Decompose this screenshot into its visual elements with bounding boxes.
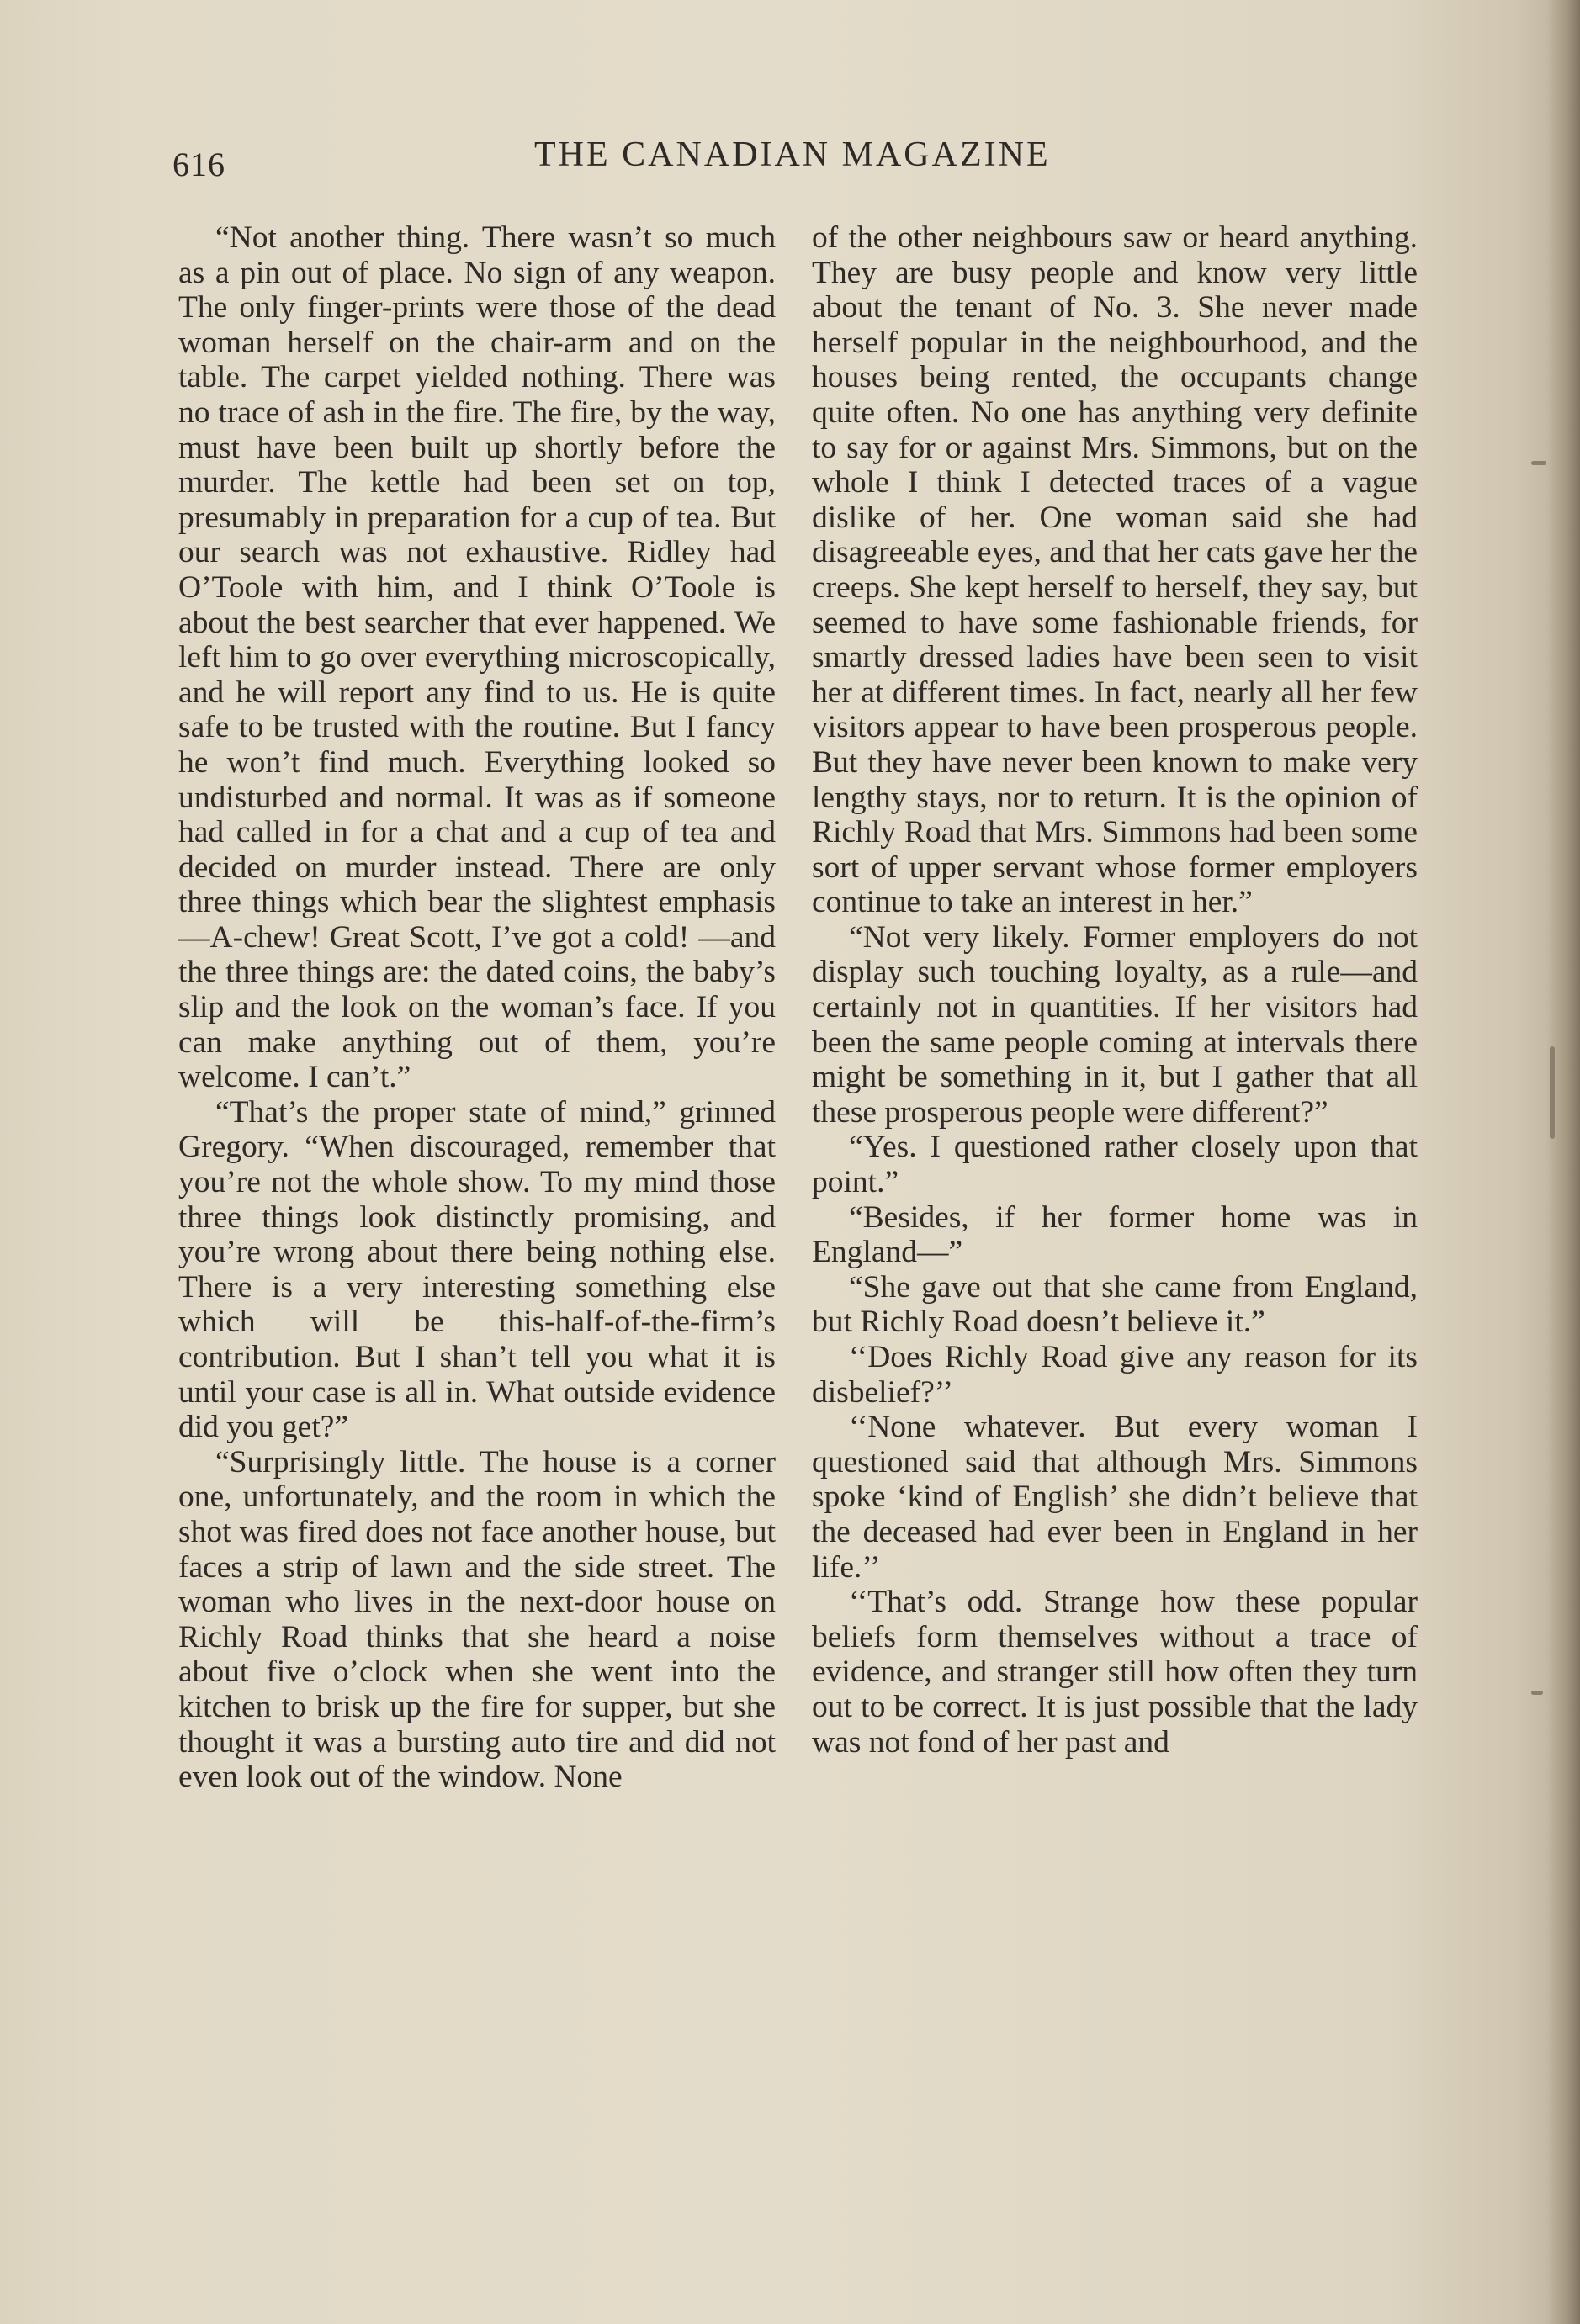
left-column (178, 220, 776, 1795)
paragraph: ‘‘That’s odd. Strange how these popular beliefs form themselves without a trace of evidence, and stranger still how often they turn out to be correct. It is just possible that the lady was not fond of her past and (812, 1585, 1418, 1760)
paragraph: “Besides, if her former home was in England—” (812, 1199, 1418, 1270)
paragraph: “Not very likely. Former employers do not display such touching loyalty, as a rule—and certainly not in quantities. If her visitors had been the same people coming at intervals there might be something in it, but I gather that all these prosperous people were different?” (812, 919, 1418, 1130)
right-column (812, 220, 1418, 1760)
page-number: 616 (172, 146, 225, 183)
paragraph: ‘‘None whatever. But every woman I questioned said that although Mrs. Simmons spoke ‘kind of English’ she didn’t believe that the deceased had ever been in England in her life.’’ (812, 1410, 1418, 1585)
paragraph: “Yes. I questioned rather closely upon that point.” (812, 1130, 1418, 1200)
paragraph: ‘‘Does Richly Road give any reason for its disbelief?’’ (812, 1340, 1418, 1410)
paragraph: “That’s the proper state of mind,” grinned Gregory. “When discouraged, remember that you’re not the whole show. To my mind those three things look distinctly promising, and you’re wrong about there being nothing else. There is a very interesting something else which will be this-half-of-the-firm’s contribution. But I shan’t tell you what it is until your case is all in. What outside evidence did you get?” (178, 1094, 776, 1445)
edge-mark (1531, 1691, 1543, 1695)
binding-shadow (1546, 0, 1580, 2324)
edge-mark (1550, 1046, 1555, 1139)
paragraph: “Not another thing. There wasn’t so much as a pin out of place. No sign of any weapon. The only finger-prints were those of the dead woman herself on the chair-arm and on the table. The carpet yielded nothing. There was no trace of ash in the fire. The fire, by the way, must have been built up shortly before the murder. The kettle had been set on top, presumably in preparation for a cup of tea. But our search was not exhaustive. Ridley had O’Toole with him, and I think O’Toole is about the best searcher that ever happened. We left him to go over everything microscopically, and he will report any find to us. He is quite safe to be trusted with the routine. But I fancy he won’t find much. Everything looked so undisturbed and normal. It was as if someone had called in for a chat and a cup of tea and decided on murder instead. There are only three things which bear the slightest emphasis—A-chew! Great Scott, I’ve got a cold! —and the three things are: the dated coins, the baby’s slip and the look on the woman’s face. If you can make anything out of them, you’re welcome. I can’t.” (178, 220, 776, 1095)
paragraph: “She gave out that she came from England, but Richly Road doesn’t believe it.” (812, 1269, 1418, 1340)
edge-mark (1531, 461, 1546, 465)
page-header (172, 135, 1418, 185)
running-head: THE CANADIAN MAGAZINE (534, 135, 1051, 174)
paragraph: “Surprisingly little. The house is a corner one, unfortunately, and the room in which the shot was fired does not face another house, but faces a strip of lawn and the side street. The woman who lives in the next-door house on Richly Road thinks that she heard a noise about five o’clock when she went into the kitchen to brisk up the fire for supper, but she thought it was a bursting auto tire and did not even look out of the window. None (178, 1444, 776, 1795)
paragraph-continuation: of the other neighbours saw or heard anything. They are busy people and know very little about the tenant of No. 3. She never made herself popular in the neighbourhood, and the houses being rented, the occupants change quite often. No one has anything very definite to say for or against Mrs. Simmons, but on the whole I think I detected traces of a vague dislike of her. One woman said she had disagreeable eyes, and that her cats gave her the creeps. She kept herself to herself, they say, but seemed to have some fashionable friends, for smartly dressed ladies have been seen to visit her at different times. In fact, nearly all her few visitors appear to have been prosperous people. But they have never been known to make very lengthy stays, nor to return. It is the opinion of Richly Road that Mrs. Simmons had been some sort of upper servant whose former employers continue to take an interest in her.” (812, 220, 1418, 920)
